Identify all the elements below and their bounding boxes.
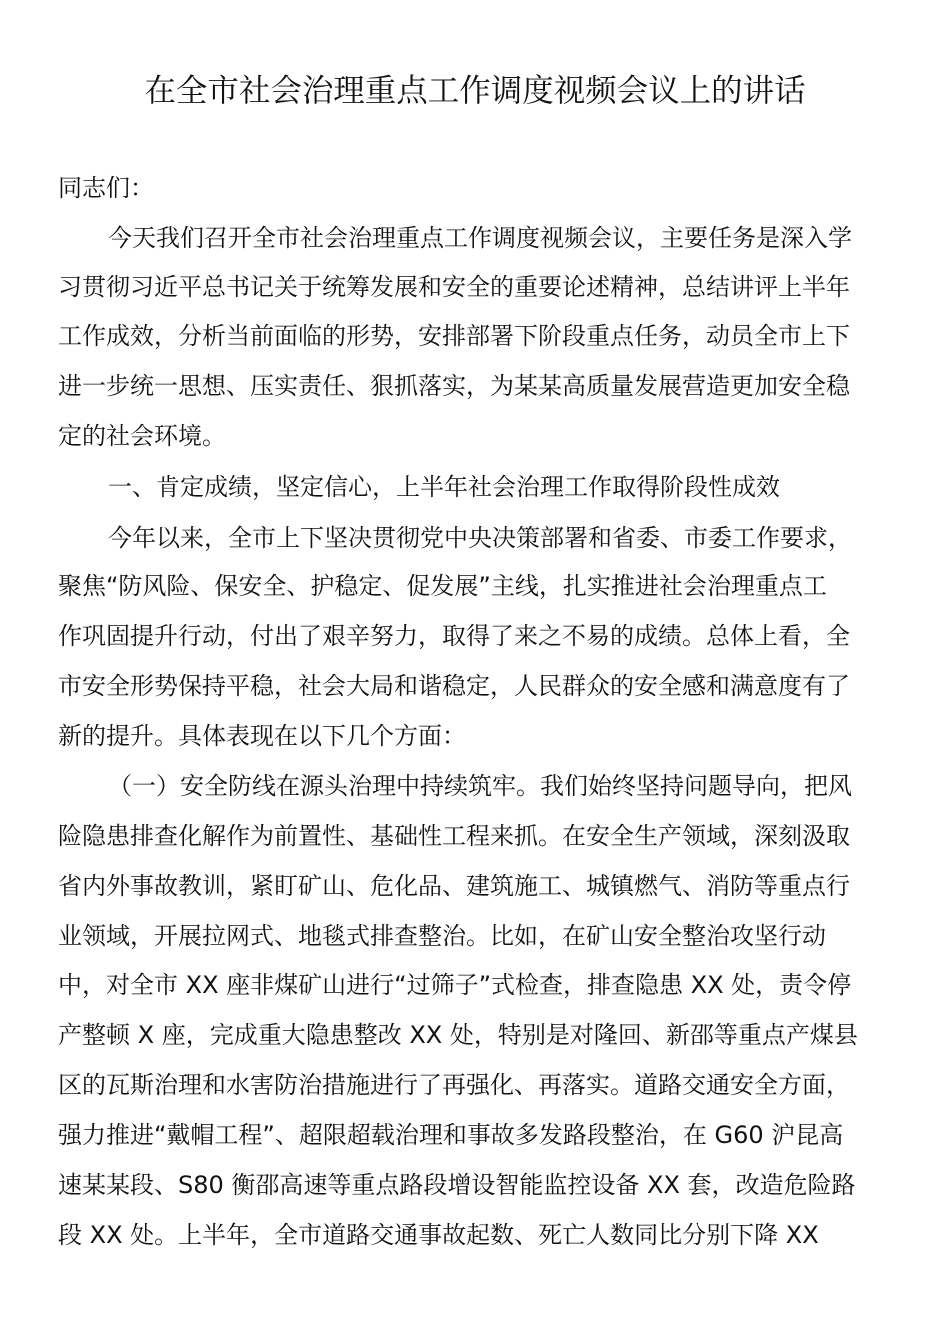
paragraph-line: 产整顿 X 座，完成重大隐患整改 XX 处，特别是对隆回、新邵等重点产煤县 <box>58 1021 858 1049</box>
paragraph-line: 今年以来，全市上下坚决贯彻党中央决策部署和省委、市委工作要求， <box>108 524 852 552</box>
paragraph-line: 省内外事故教训，紧盯矿山、危化品、建筑施工、城镇燃气、消防等重点行 <box>58 872 850 900</box>
paragraph-line: 定的社会环境。 <box>58 422 226 450</box>
paragraph-line: 段 XX 处。上半年，全市道路交通事故起数、死亡人数同比分别下降 XX <box>58 1221 819 1249</box>
paragraph-line: 新的提升。具体表现在以下几个方面： <box>58 722 466 750</box>
paragraph-line: 进一步统一思想、压实责任、狠抓落实，为某某高质量发展营造更加安全稳 <box>58 372 850 400</box>
paragraph-line: 工作成效，分析当前面临的形势，安排部署下阶段重点任务，动员全市上下 <box>58 322 850 350</box>
paragraph-line: 市安全形势保持平稳，社会大局和谐稳定，人民群众的安全感和满意度有了 <box>58 672 850 700</box>
paragraph-line: 今天我们召开全市社会治理重点工作调度视频会议，主要任务是深入学 <box>108 224 852 252</box>
paragraph-line: 作巩固提升行动，付出了艰辛努力，取得了来之不易的成绩。总体上看，全 <box>58 622 850 650</box>
paragraph-line: 中，对全市 XX 座非煤矿山进行“过筛子”式检查，排查隐患 XX 处，责令停 <box>58 971 852 999</box>
salutation: 同志们： <box>58 174 154 202</box>
paragraph-line: 业领域，开展拉网式、地毯式排查整治。比如，在矿山安全整治攻坚行动 <box>58 922 826 950</box>
subsection-line: （一）安全防线在源头治理中持续筑牢。我们始终坚持问题导向，把风 <box>108 772 852 800</box>
paragraph-line: 强力推进“戴帽工程”、超限超载治理和事故多发路段整治，在 G60 沪昆高 <box>58 1121 844 1149</box>
document-title: 在全市社会治理重点工作调度视频会议上的讲话 <box>144 73 806 109</box>
paragraph-line: 习贯彻习近平总书记关于统筹发展和安全的重要论述精神，总结讲评上半年 <box>58 273 850 301</box>
paragraph-line: 速某某段、S80 衡邵高速等重点路段增设智能监控设备 XX 套，改造危险路 <box>58 1171 856 1199</box>
paragraph-line: 聚焦“防风险、保安全、护稳定、促发展”主线，扎实推进社会治理重点工 <box>58 572 827 600</box>
paragraph-line: 险隐患排查化解作为前置性、基础性工程来抓。在安全生产领域，深刻汲取 <box>58 822 850 850</box>
paragraph-line: 区的瓦斯治理和水害防治措施进行了再强化、再落实。道路交通安全方面， <box>58 1071 850 1099</box>
section-heading: 一、肯定成绩，坚定信心，上半年社会治理工作取得阶段性成效 <box>108 473 780 501</box>
